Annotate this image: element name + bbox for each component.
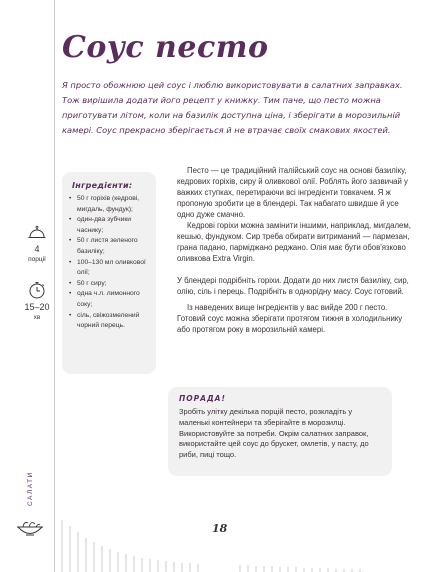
salad-bowl-icon	[16, 518, 44, 538]
stopwatch-icon	[27, 280, 47, 300]
tip-card	[168, 387, 392, 476]
time-block	[22, 280, 52, 322]
ingredients-heading: Інгредієнти:	[72, 181, 133, 190]
margin-rule	[54, 0, 55, 572]
tip-heading: ПОРАДА!	[179, 394, 226, 403]
body-paragraph: Песто — це традиційний італійський соус на основі базиліку, кедрових горіхів, сиру й оливкової олії. Роблять його зазвичай у важких ступках, перетираючи всі інгредієнти товкачем. Я ж пропоную зробити це в блендері. Так набагато швидше й усе одно дуже смачно.	[177, 166, 408, 219]
ingredient-item: • 50 г горіхів (кедрові, мигдаль, фундук);	[69, 194, 153, 215]
ingredient-item: • 50 г сиру;	[69, 279, 153, 290]
tip-text: Зробіть улітку декілька порцій песто, розкладіть у маленькі контейнери та зберігайте в морозилці. Використовуйте за потреби. Окрім салатних заправок, використайте цей соус до брускет, омлетів, у пасту, до риби, пиці тощо.	[179, 407, 369, 460]
section-label: САЛАТИ	[27, 471, 34, 506]
ingredient-item: • один-два зубчики часнику;	[69, 215, 153, 236]
servings-value: 4	[34, 244, 40, 254]
recipe-title: Соус песто	[62, 30, 269, 65]
page-number: 18	[212, 522, 228, 535]
ingredient-item: • 50 г листя зеленого базиліку;	[69, 236, 153, 257]
ingredient-item: • сіль, свіжозмелений чорний перець.	[69, 311, 153, 332]
body-paragraph: Кедрові горіхи можна замінити іншими, наприклад, мигдалем, кешью, фундуком. Сир треба обирати витриманий — пармезан, грана падано, парміджано реджано. Олія має бути обов'язково оливкова Extra Virgin.	[177, 221, 411, 263]
servings-unit: порції	[28, 256, 46, 263]
servings-block	[22, 224, 52, 264]
body-paragraph: Із наведених вище інгредієнтів у вас вийде 200 г песто. Готовий соус можна зберігати протягом тижня в холодильнику або протягом року в морозильній камері.	[177, 303, 403, 334]
cloche-icon	[27, 224, 47, 242]
recipe-intro: Я просто обожнюю цей соус і люблю використовувати в салатних заправках. Тож вирішила додати його рецепт у книжку. Тим паче, що песто можна приготувати літом, коли на базилік доступна ціна, і зберігати в морозильній камері. Соус прекрасно зберігається й не втрачає своїх смакових якостей.	[62, 80, 403, 135]
recipe-body	[177, 165, 411, 335]
time-value: 15–20	[24, 302, 50, 312]
ingredient-item: • одна ч.л. лимонного соку;	[69, 289, 153, 310]
ingredients-list	[69, 194, 153, 332]
ingredient-item: • 100–130 мл оливкової олії;	[69, 258, 153, 279]
ingredients-card	[62, 172, 156, 374]
time-unit: хв	[33, 314, 41, 321]
body-paragraph: У блендері подрібніть горіхи. Додати до них листя базиліку, сир, олію, сіль і перець. Подрібніть в однорідну масу. Соус готовий.	[177, 276, 409, 296]
